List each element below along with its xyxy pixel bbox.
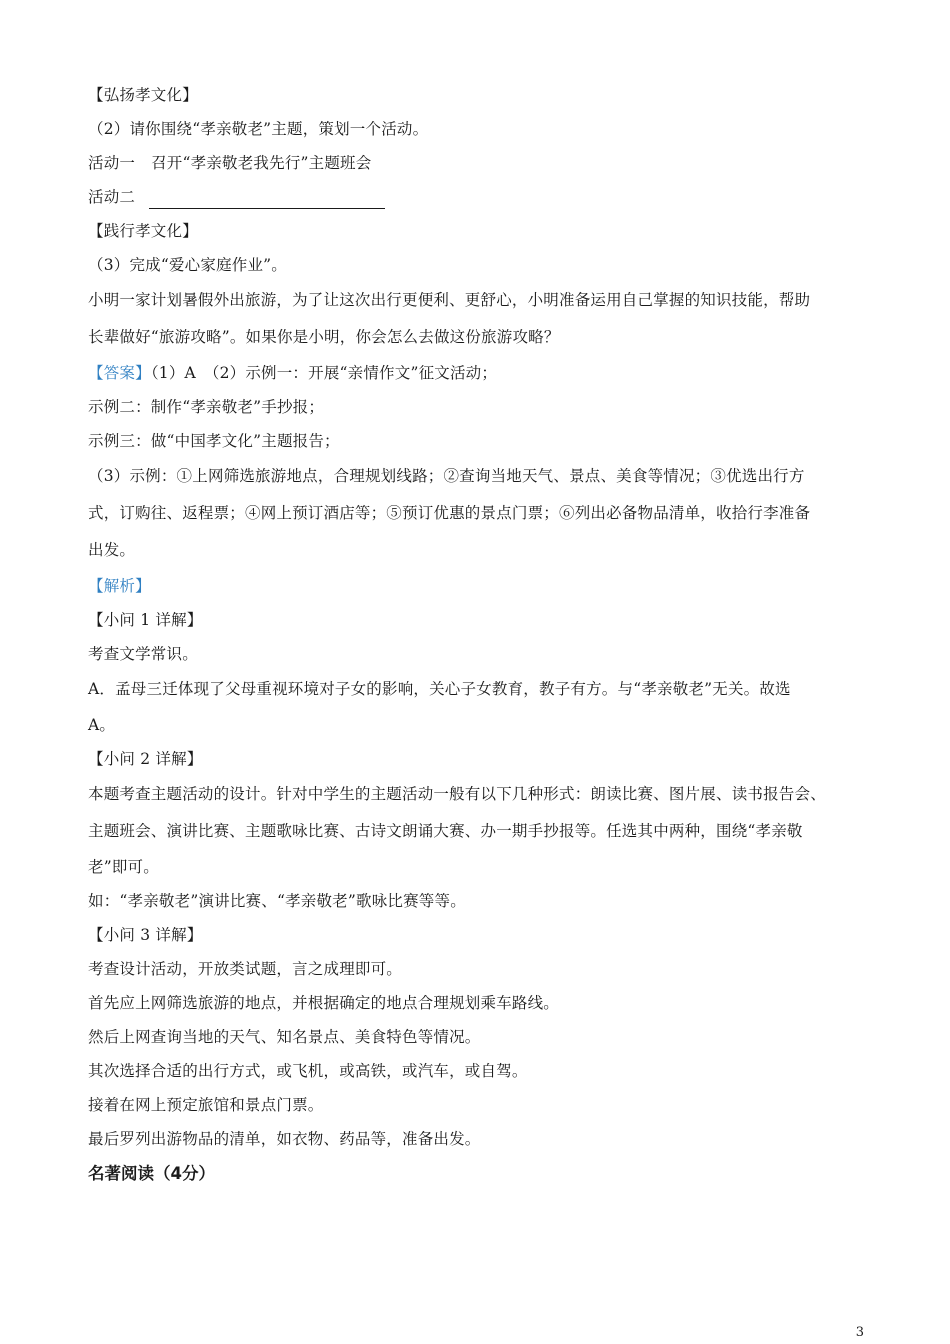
document-page (88, 78, 878, 1192)
activity-2-blank (149, 188, 385, 209)
page-number: 3 (855, 1325, 864, 1340)
answer-line-6: 出发。 (88, 541, 136, 559)
activity-1-row (88, 146, 878, 180)
detail-2-tag: 【小问 2 详解】 (88, 750, 203, 768)
activity-1-label: 活动一 (88, 154, 136, 172)
question-2-prompt: （2）请你围绕“孝亲敬老”主题，策划一个活动。 (88, 120, 429, 138)
detail-3-line-2: 首先应上网筛选旅游的地点，并根据确定的地点合理规划乘车路线。 (88, 994, 560, 1012)
section-heading-classics: 名著阅读（4分） (88, 1164, 215, 1183)
section-tag-practice: 【践行孝文化】 (88, 222, 198, 240)
detail-2-line-3: 老”即可。 (88, 858, 159, 876)
detail-3-line-1: 考查设计活动，开放类试题，言之成理即可。 (88, 960, 403, 978)
activity-2-label: 活动二 (88, 188, 136, 206)
answer-line-5: 式，订购往、返程票；④网上预订酒店等；⑤预订优惠的景点门票；⑥列出必备物品清单，收拾行李准备 (88, 504, 811, 522)
analysis-tag: 【解析】 (88, 577, 151, 595)
answer-row (88, 356, 878, 390)
detail-1-line-1: 考查文学常识。 (88, 645, 198, 663)
answer-line-4: （3）示例：①上网筛选旅游地点，合理规划线路；②查询当地天气、景点、美食等情况；③优选出行方 (88, 467, 805, 485)
activity-2-row (88, 180, 878, 214)
answer-tag: 【答案】 (88, 364, 151, 382)
detail-1-tag: 【小问 1 详解】 (88, 611, 203, 629)
detail-3-tag: 【小问 3 详解】 (88, 926, 203, 944)
question-3-body-line-2: 长辈做好“旅游攻略”。如果你是小明，你会怎么去做这份旅游攻略？ (88, 328, 560, 346)
answer-line-2: 示例二：制作“孝亲敬老”手抄报； (88, 398, 325, 416)
detail-2-line-4: 如：“孝亲敬老”演讲比赛、“孝亲敬老”歌咏比赛等等。 (88, 892, 466, 910)
answer-line-1: （1）A （2）示例一：开展“亲情作文”征文活动； (150, 364, 498, 382)
detail-1-line-2: A．孟母三迁体现了父母重视环境对子女的影响，关心子女教育，教子有方。与“孝亲敬老”无关。故选 (88, 680, 791, 698)
detail-1-line-3: A。 (88, 716, 116, 734)
detail-3-line-3: 然后上网查询当地的天气、知名景点、美食特色等情况。 (88, 1028, 481, 1046)
question-3-prompt: （3）完成“爱心家庭作业”。 (88, 256, 288, 274)
answer-line-3: 示例三：做“中国孝文化”主题报告； (88, 432, 340, 450)
detail-2-line-1: 本题考查主题活动的设计。针对中学生的主题活动一般有以下几种形式：朗读比赛、图片展、读书报告会、 (88, 785, 826, 803)
detail-3-line-4: 其次选择合适的出行方式，或飞机，或高铁，或汽车，或自驾。 (88, 1062, 528, 1080)
activity-1-text: 召开“孝亲敬老我先行”主题班会 (151, 154, 372, 172)
detail-2-line-2: 主题班会、演讲比赛、主题歌咏比赛、古诗文朗诵大赛、办一期手抄报等。任选其中两种，围绕“孝亲敬 (88, 822, 803, 840)
section-tag-promote: 【弘扬孝文化】 (88, 86, 198, 104)
detail-3-line-6: 最后罗列出游物品的清单，如衣物、药品等，准备出发。 (88, 1130, 481, 1148)
detail-3-line-5: 接着在网上预定旅馆和景点门票。 (88, 1096, 324, 1114)
question-3-body-line-1: 小明一家计划暑假外出旅游，为了让这次出行更便利、更舒心，小明准备运用自己掌握的知识技能，帮助 (88, 291, 811, 309)
